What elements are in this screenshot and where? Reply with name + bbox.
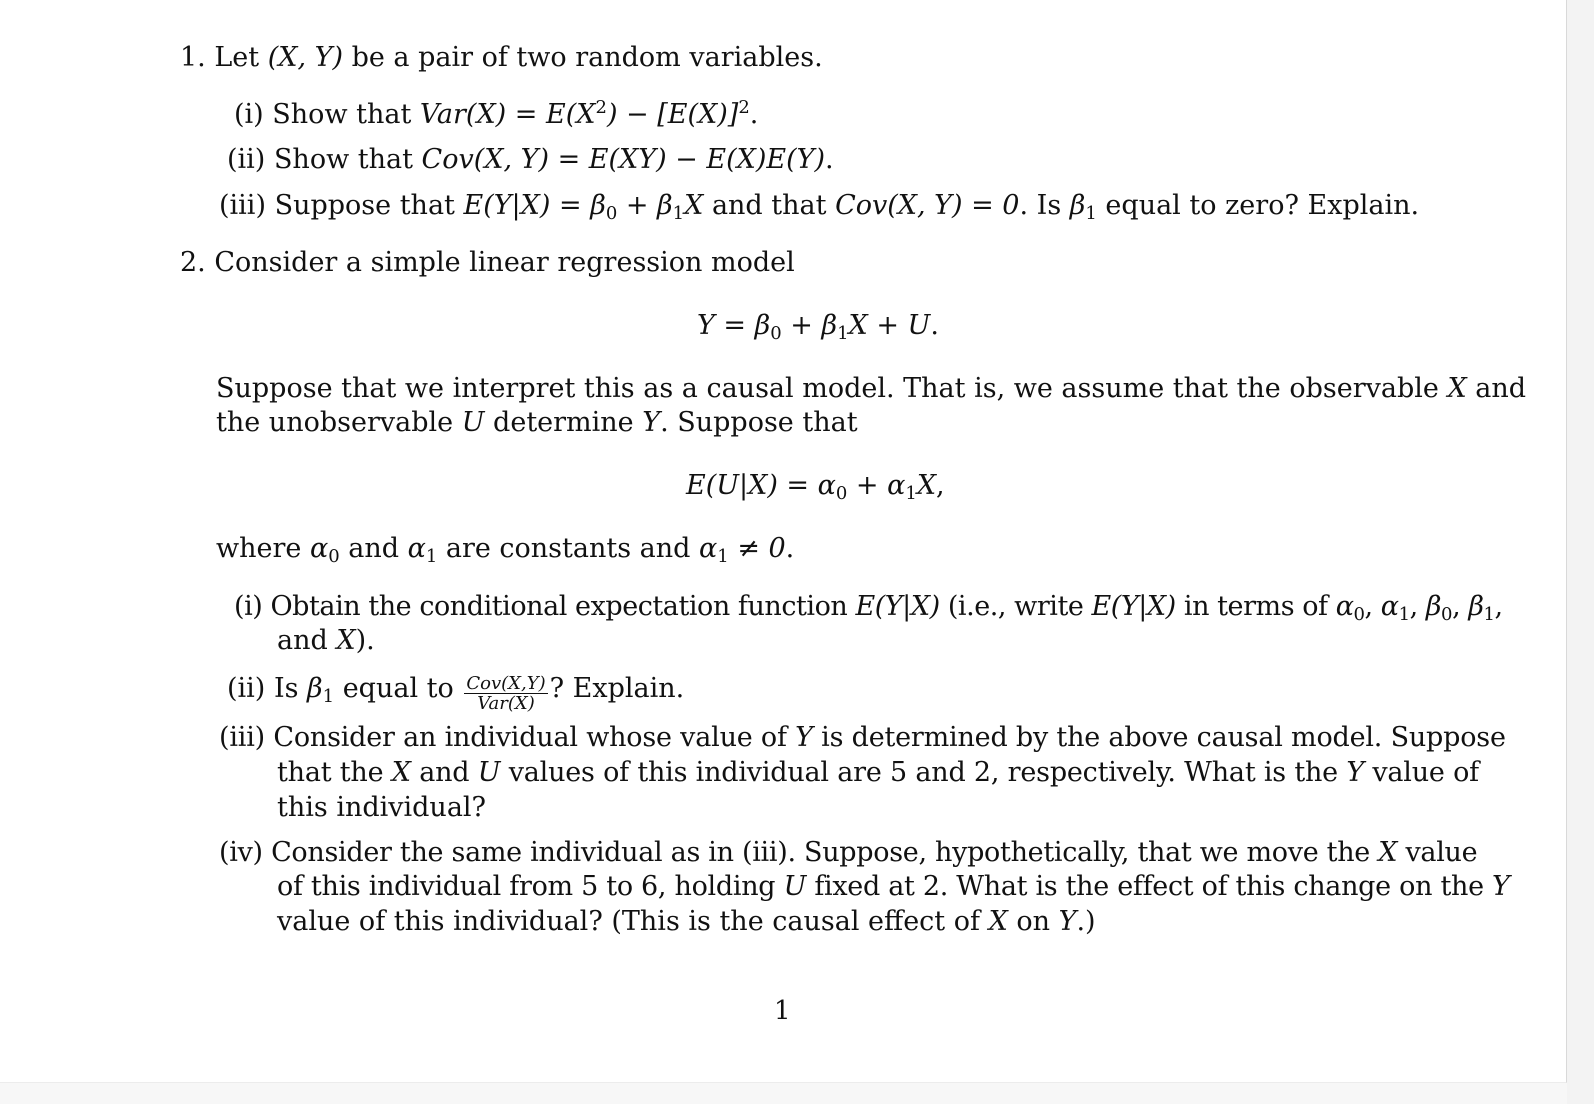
text: be a pair of two random variables. xyxy=(342,42,823,73)
math: Y xyxy=(1058,906,1077,937)
text: that the xyxy=(277,757,392,788)
text: and xyxy=(277,625,337,656)
math: X xyxy=(988,906,1008,937)
math: α xyxy=(1380,591,1399,622)
text: .) xyxy=(1076,906,1096,937)
math: X xyxy=(684,190,704,221)
part-label: (iii) xyxy=(219,722,265,753)
text: . xyxy=(749,99,759,130)
text: Show that xyxy=(273,144,422,175)
text: , xyxy=(1494,591,1503,622)
subscript: 1 xyxy=(1085,203,1097,224)
subscript: 0 xyxy=(770,323,782,344)
text: equal to zero? Explain. xyxy=(1096,190,1420,221)
q1-part-ii xyxy=(227,143,834,177)
subscript: 0 xyxy=(1353,604,1365,625)
subscript: 1 xyxy=(1483,604,1495,625)
fraction xyxy=(464,674,547,713)
text: Suppose that we interpret this as a causal model. That is, we assume that the observable xyxy=(216,373,1448,404)
text: fixed at 2. What is the effect of this change on the xyxy=(806,871,1493,902)
superscript: 2 xyxy=(738,97,750,118)
math: E(Y|X) = β xyxy=(463,190,606,221)
text: value xyxy=(1397,837,1478,868)
text: where xyxy=(216,533,310,564)
text: ? Explain. xyxy=(549,673,685,704)
text: equal to xyxy=(334,673,463,704)
q1-part-i xyxy=(234,98,758,132)
text: . xyxy=(825,144,834,175)
math: + β xyxy=(781,310,838,341)
math: α xyxy=(699,533,718,564)
part-label: (ii) xyxy=(227,673,266,704)
q2-where-line xyxy=(216,532,794,566)
q2-paragraph-line1 xyxy=(216,372,1526,406)
page-number: 1 xyxy=(774,996,791,1026)
math: α xyxy=(309,533,329,564)
math: U xyxy=(783,871,807,902)
subscript: 0 xyxy=(605,203,618,224)
q2-part-iii-line3 xyxy=(277,791,486,825)
fraction-denominator: Var(X) xyxy=(477,693,535,714)
q2-part-i-line2 xyxy=(277,624,375,658)
math: Y = β xyxy=(697,310,771,341)
q1-part-iii xyxy=(219,189,1419,223)
q2-part-i-line1 xyxy=(234,590,1503,624)
text: . xyxy=(785,533,795,564)
math: α xyxy=(407,533,426,564)
text: values of this individual are 5 and 2, respectively. What is the xyxy=(500,757,1347,788)
subscript: 0 xyxy=(835,483,848,504)
q2-part-iii-line1 xyxy=(219,721,1506,755)
math: X xyxy=(916,470,937,501)
part-label: (i) xyxy=(234,591,263,622)
subscript: 1 xyxy=(905,483,917,504)
math: U xyxy=(477,757,501,788)
math: E(Y|X) xyxy=(855,591,940,622)
math: E(U|X) = α xyxy=(686,470,836,501)
text: , xyxy=(1452,591,1469,622)
text: Is xyxy=(273,673,308,704)
text: of this individual from 5 to 6, holding xyxy=(277,871,784,902)
q2-stem xyxy=(180,246,795,280)
text: . xyxy=(930,310,939,341)
superscript: 2 xyxy=(595,97,607,118)
text: Consider an individual whose value of xyxy=(273,722,796,753)
part-label: (ii) xyxy=(227,144,266,175)
math: (X, Y) xyxy=(267,42,343,73)
q2-number: 2. xyxy=(180,247,206,278)
text: is determined by the above causal model. Suppose xyxy=(812,722,1506,753)
text: , xyxy=(1364,591,1381,622)
q2-equation-conditional xyxy=(686,469,945,503)
viewer-gutter xyxy=(1567,0,1594,1104)
math: ≠ 0 xyxy=(728,533,786,564)
subscript: 1 xyxy=(1398,604,1410,625)
math: + α xyxy=(847,470,906,501)
math: β xyxy=(1468,591,1484,622)
text: and that xyxy=(703,190,836,221)
math: Y xyxy=(1492,871,1510,902)
text: value of xyxy=(1363,757,1479,788)
q1-stem xyxy=(180,41,823,75)
math: α xyxy=(1335,591,1354,622)
math: X xyxy=(391,757,411,788)
text: value of this individual? (This is the causal effect of xyxy=(277,906,989,937)
text: . Is xyxy=(1019,190,1070,221)
math: Y xyxy=(1346,757,1364,788)
q2-part-iv-line2 xyxy=(277,870,1510,904)
subscript: 1 xyxy=(425,546,438,567)
math: + β xyxy=(617,190,673,221)
subscript: 1 xyxy=(837,323,849,344)
fraction-numerator: Cov(X,Y) xyxy=(466,673,546,694)
text: Show that xyxy=(272,99,420,130)
subscript: 0 xyxy=(1441,604,1453,625)
text: Suppose that xyxy=(274,190,464,221)
math: β xyxy=(1425,591,1442,622)
math: X xyxy=(1447,373,1467,404)
text: and xyxy=(410,757,478,788)
math: Y xyxy=(795,722,813,753)
subscript: 1 xyxy=(672,203,685,224)
math: Cov(X, Y) = 0 xyxy=(835,190,1020,221)
subscript: 0 xyxy=(328,546,340,567)
part-label: (iii) xyxy=(219,190,266,221)
q2-part-ii xyxy=(227,672,684,713)
text: on xyxy=(1007,906,1059,937)
q2-part-iii-line2 xyxy=(277,756,1479,790)
text: , xyxy=(936,470,945,501)
math: Y xyxy=(642,407,661,438)
q1-number: 1. xyxy=(180,42,206,73)
text: the unobservable xyxy=(216,407,462,438)
math: β xyxy=(307,673,323,704)
q2-paragraph-line2 xyxy=(216,406,858,440)
text: determine xyxy=(484,407,643,438)
part-label: (iv) xyxy=(219,837,263,868)
text: (i.e., write xyxy=(939,591,1092,622)
text: ). xyxy=(355,625,375,656)
math: X xyxy=(336,625,356,656)
math: X xyxy=(1378,837,1398,868)
math: U xyxy=(461,407,485,438)
math: β xyxy=(1069,190,1086,221)
part-label: (i) xyxy=(234,99,264,130)
text: and xyxy=(339,533,408,564)
math: ) − [E(X)] xyxy=(606,99,739,130)
subscript: 1 xyxy=(717,546,729,567)
subscript: 1 xyxy=(322,686,335,707)
text: . Suppose that xyxy=(660,407,858,438)
q2-part-iv-line3 xyxy=(277,905,1096,939)
math: E(Y|X) xyxy=(1091,591,1176,622)
text: Consider a simple linear regression model xyxy=(214,247,795,278)
text: Consider the same individual as in (iii). Suppose, hypothetically, that we move the xyxy=(271,837,1379,868)
text: in terms of xyxy=(1175,591,1336,622)
text: Let xyxy=(214,42,268,73)
q2-equation-model xyxy=(697,309,939,343)
text: are constants and xyxy=(437,533,700,564)
text: and xyxy=(1466,373,1527,404)
text: this individual? xyxy=(277,792,487,823)
math: Var(X) = E(X xyxy=(419,99,596,130)
math: Cov(X, Y) = E(XY) − E(X)E(Y) xyxy=(421,144,825,175)
text: , xyxy=(1409,591,1426,622)
math: X + U xyxy=(848,310,931,341)
q2-part-iv-line1 xyxy=(219,836,1477,870)
text: Obtain the conditional expectation function xyxy=(270,591,856,622)
